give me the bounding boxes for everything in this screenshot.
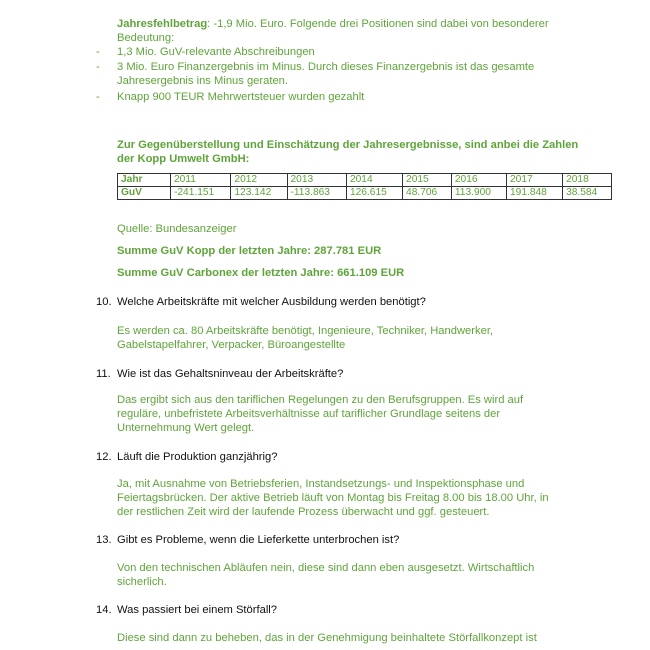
answer-line: reguläre, unbefristete Arbeitsverhältnisse auf tariflicher Grundlage seitens der <box>117 408 501 420</box>
table-cell: 2018 <box>563 174 612 187</box>
table-row <box>118 187 612 200</box>
bullet-mark: - <box>96 61 100 73</box>
table-header-cell: GuV <box>118 187 171 200</box>
question-text: Gibt es Probleme, wenn die Lieferkette unterbrochen ist? <box>117 534 400 546</box>
bullet-mark: - <box>96 91 100 103</box>
answer-line: Feiertagsbrücken. Der aktive Betrieb läuft von Montag bis Freitag 8.00 bis 18.00 Uhr, in <box>117 492 549 504</box>
table-cell: 2013 <box>287 174 346 187</box>
intro-label: Jahresfehlbetrag <box>117 18 208 30</box>
comparison-line-1: Zur Gegenüberstellung und Einschätzung der Jahresergebnisse, sind anbei die Zahlen <box>117 139 579 151</box>
table-cell: 126.615 <box>346 187 402 200</box>
bullet-2-line-1: 3 Mio. Euro Finanzergebnis im Minus. Durch dieses Finanzergebnis ist das gesamte <box>117 61 535 73</box>
question-number: 10. <box>96 296 112 308</box>
answer-line: Unternehmung Wert gelegt. <box>117 422 255 434</box>
question-text: Welche Arbeitskräfte mit welcher Ausbildung werden benötigt? <box>117 296 426 308</box>
table-cell: 2014 <box>346 174 402 187</box>
question-number: 13. <box>96 534 112 546</box>
question-text: Läuft die Produktion ganzjährig? <box>117 451 278 463</box>
answer-line: Von den technischen Abläufen nein, diese sind dann eben ausgesetzt. Wirtschaftlich <box>117 562 535 574</box>
answer-line: der restlichen Zeit wird der laufende Prozess überwacht und ggf. gesteuert. <box>117 506 490 518</box>
sum-carbonex: Summe GuV Carbonex der letzten Jahre: 661.109 EUR <box>117 267 405 279</box>
table-header-cell: Jahr <box>118 174 171 187</box>
table-cell: 113.900 <box>451 187 506 200</box>
bullet-mark: - <box>96 46 100 58</box>
table-cell: 2011 <box>171 174 231 187</box>
question-number: 14. <box>96 604 112 616</box>
answer-line: Ja, mit Ausnahme von Betriebsferien, Instandsetzungs- und Inspektionsphase und <box>117 478 525 490</box>
intro-line-1-rest: : -1,9 Mio. Euro. Folgende drei Positionen sind dabei von besonderer <box>207 18 549 30</box>
question-number: 11. <box>96 368 111 380</box>
table-cell: 123.142 <box>231 187 287 200</box>
answer-line: Diese sind dann zu beheben, das in der Genehmigung beinhaltete Störfallkonzept ist <box>117 632 537 644</box>
question-number: 12. <box>96 451 112 463</box>
table-cell: -113.863 <box>287 187 346 200</box>
comparison-line-2: der Kopp Umwelt GmbH: <box>117 153 250 165</box>
table-row <box>118 174 612 187</box>
bullet-3-line-1: Knapp 900 TEUR Mehrwertsteuer wurden gezahlt <box>117 91 365 103</box>
table-cell: 2017 <box>507 174 563 187</box>
table-cell: -241.151 <box>171 187 231 200</box>
table-cell: 48.706 <box>403 187 452 200</box>
answer-line: Das ergibt sich aus den tariflichen Regelungen zu den Berufsgruppen. Es wird auf <box>117 394 524 406</box>
table-cell: 38.584 <box>563 187 612 200</box>
sum-kopp: Summe GuV Kopp der letzten Jahre: 287.781 EUR <box>117 245 382 257</box>
table-cell: 2015 <box>403 174 452 187</box>
bullet-2-line-2: Jahresergebnis ins Minus geraten. <box>117 75 289 87</box>
guv-table <box>117 173 612 200</box>
source-note: Quelle: Bundesanzeiger <box>117 223 237 235</box>
bullet-1-line-1: 1,3 Mio. GuV-relevante Abschreibungen <box>117 46 315 58</box>
table-cell: 2012 <box>231 174 287 187</box>
intro-line-2: Bedeutung: <box>117 32 175 44</box>
table-cell: 2016 <box>451 174 506 187</box>
answer-line: sicherlich. <box>117 576 167 588</box>
answer-line: Gabelstapelfahrer, Verpacker, Büroangestellte <box>117 339 346 351</box>
answer-line: Es werden ca. 80 Arbeitskräfte benötigt, Ingenieure, Techniker, Handwerker, <box>117 325 494 337</box>
table-cell: 191.848 <box>507 187 563 200</box>
question-text: Wie ist das Gehaltsninveau der Arbeitskräfte? <box>117 368 344 380</box>
intro-line-1 <box>117 17 549 31</box>
question-text: Was passiert bei einem Störfall? <box>117 604 278 616</box>
